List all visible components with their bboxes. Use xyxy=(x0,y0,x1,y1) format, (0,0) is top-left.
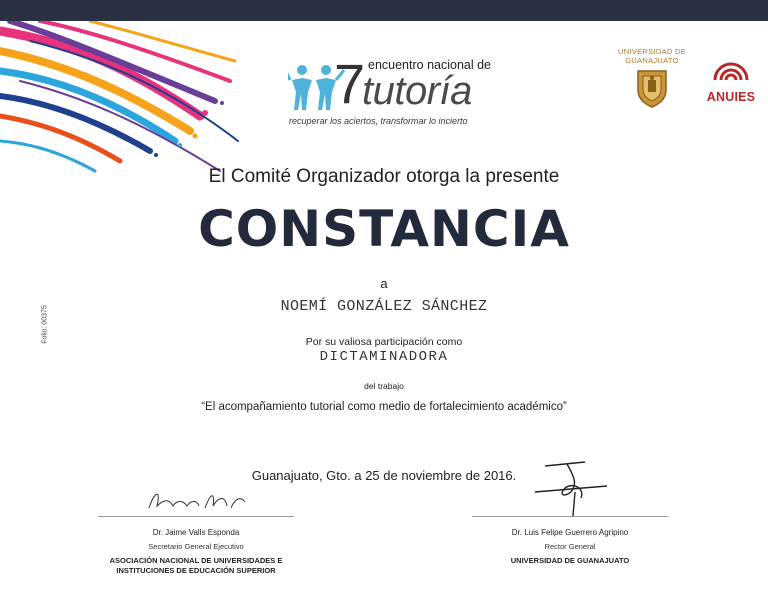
participation-text: Por su valiosa participación como xyxy=(305,336,463,348)
certificate-title: CONSTANCIA xyxy=(198,200,570,258)
top-bar xyxy=(0,0,768,21)
event-name: tutoría xyxy=(362,69,472,113)
university-shield-icon xyxy=(635,68,669,108)
place-date: Guanajuato, Gto. a 25 de noviembre de 2016. xyxy=(251,468,517,483)
signature-left xyxy=(141,486,251,516)
anuies-text: ANUIES xyxy=(706,90,756,104)
signatory-name-left: Dr. Jaime Valls Esponda xyxy=(152,528,240,537)
signature-line-left xyxy=(98,516,294,517)
to-word: a xyxy=(380,276,388,291)
university-logo-line2: GUANAJUATO xyxy=(625,56,679,65)
signature-block-right xyxy=(460,458,680,566)
university-logo xyxy=(610,47,694,113)
recipient-name: NOEMÍ GONZÁLEZ SÁNCHEZ xyxy=(280,298,488,315)
signature-line-right xyxy=(472,516,668,517)
work-label: del trabajo xyxy=(364,381,404,391)
university-logo-line1: UNIVERSIDAD DE xyxy=(618,47,686,56)
event-line1: encuentro nacional de xyxy=(368,58,492,72)
signatory-title-right: Rector General xyxy=(544,542,596,551)
signatory-org-left-line1: ASOCIACIÓN NACIONAL DE UNIVERSIDADES E xyxy=(109,556,283,565)
event-tagline: recuperar los aciertos, transformar lo incierto xyxy=(289,116,468,126)
folio-number: Folio: 00375 xyxy=(41,305,49,344)
signatory-name-right: Dr. Luis Felipe Guerrero Agripino xyxy=(511,528,629,537)
event-logo xyxy=(284,52,514,130)
anuies-logo xyxy=(700,48,762,104)
grant-text: El Comité Organizador otorga la presente xyxy=(208,166,560,187)
signatory-org-right: UNIVERSIDAD DE GUANAJUATO xyxy=(510,556,630,565)
role-text: DICTAMINADORA xyxy=(319,349,449,365)
event-number: 7 xyxy=(334,52,366,115)
signature-block-left xyxy=(86,486,306,575)
signatory-org-left-line2: INSTITUCIONES DE EDUCACIÓN SUPERIOR xyxy=(116,565,276,575)
signature-right xyxy=(515,458,625,516)
anuies-rings-icon xyxy=(710,48,752,90)
signatory-title-left: Secretario General Ejecutivo xyxy=(148,542,244,551)
paint-splash-graphic xyxy=(0,21,240,186)
work-title: “El acompañamiento tutorial como medio de fortalecimiento académico” xyxy=(201,401,567,413)
